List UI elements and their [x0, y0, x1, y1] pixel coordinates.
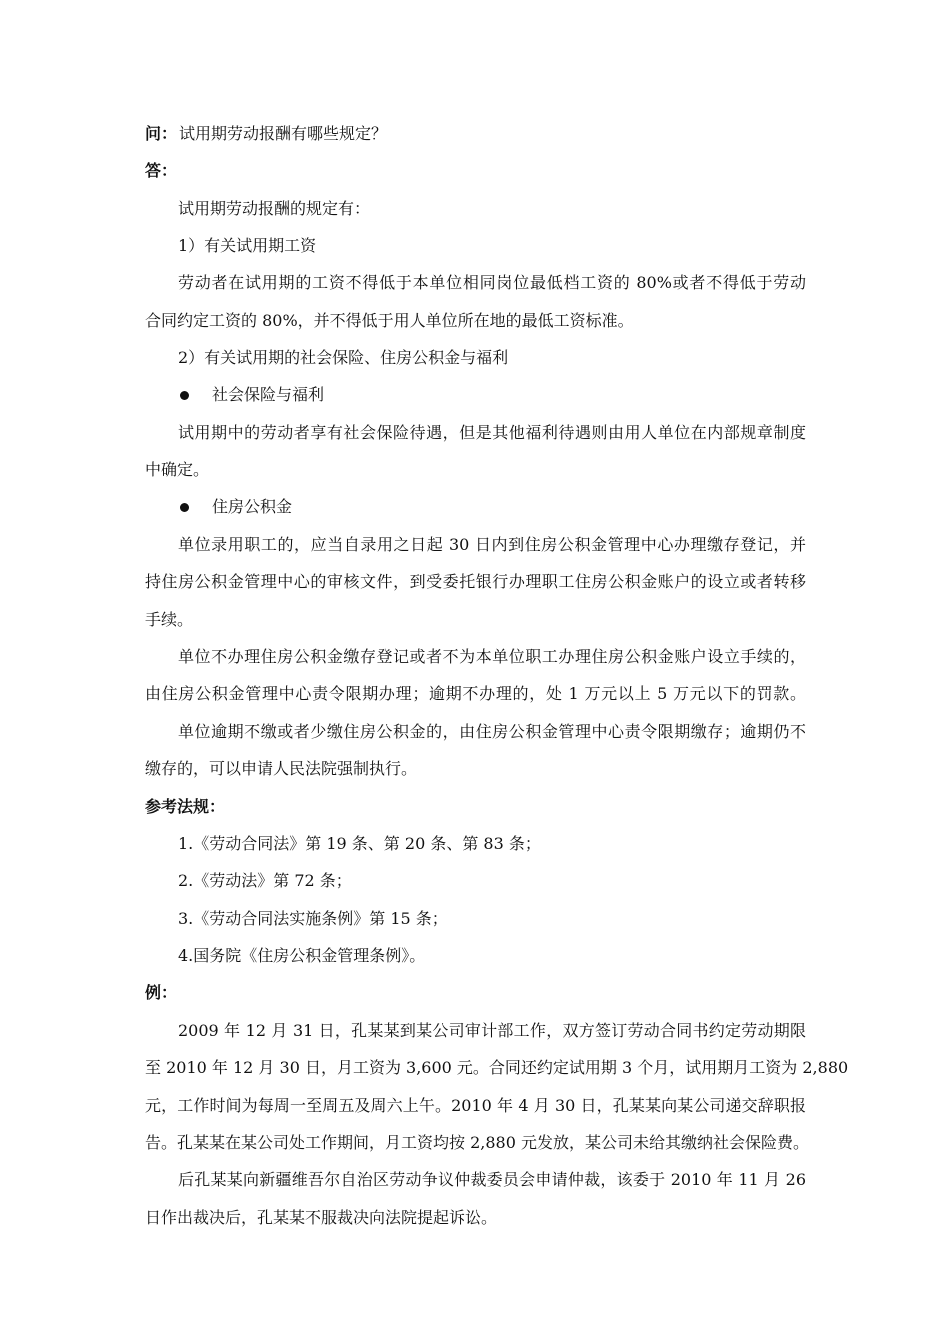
example-label: 例：	[145, 983, 178, 1002]
paragraph-line: 2009 年 12 月 31 日，孔某某到某公司审计部工作，双方签订劳动合同书约定劳动期限	[178, 1021, 806, 1040]
question-text: 试用期劳动报酬有哪些规定？	[179, 124, 388, 143]
section-1-title: 1）有关试用期工资	[178, 236, 317, 255]
reference-item: 2.《劳动法》第 72 条；	[178, 871, 352, 890]
bullet-dot-icon	[180, 391, 189, 400]
paragraph-line: 由住房公积金管理中心责令限期办理；逾期不办理的，处 1 万元以上 5 万元以下的罚款。	[145, 684, 806, 703]
bullet-dot-icon	[180, 503, 189, 512]
paragraph-line: 手续。	[145, 610, 194, 629]
paragraph-line: 元，工作时间为每周一至周五及周六上午。2010 年 4 月 30 日，孔某某向某公司递交辞职报	[145, 1096, 806, 1115]
reference-item: 4.国务院《住房公积金管理条例》。	[178, 946, 426, 965]
paragraph-line: 至 2010 年 12 月 30 日，月工资为 3,600 元。合同还约定试用期 3 个月，试用期月工资为 2,880	[145, 1058, 849, 1077]
paragraph-line: 单位录用职工的，应当自录用之日起 30 日内到住房公积金管理中心办理缴存登记，并	[178, 535, 806, 554]
paragraph-line: 劳动者在试用期的工资不得低于本单位相同岗位最低档工资的 80%或者不得低于劳动	[178, 273, 806, 292]
reference-item: 1.《劳动合同法》第 19 条、第 20 条、第 83 条；	[178, 834, 541, 853]
paragraph-line: 中确定。	[145, 460, 210, 479]
paragraph-line: 后孔某某向新疆维吾尔自治区劳动争议仲裁委员会申请仲裁，该委于 2010 年 11 月 26	[178, 1170, 806, 1189]
bullet-heading: 社会保险与福利	[212, 385, 325, 404]
answer-label: 答：	[145, 161, 178, 180]
paragraph-line: 日作出裁决后，孔某某不服裁决向法院提起诉讼。	[145, 1208, 498, 1227]
section-2-title: 2）有关试用期的社会保险、住房公积金与福利	[178, 348, 509, 367]
paragraph-line: 单位不办理住房公积金缴存登记或者不为本单位职工办理住房公积金账户设立手续的，	[178, 647, 806, 666]
paragraph-line: 单位逾期不缴或者少缴住房公积金的，由住房公积金管理中心责令限期缴存；逾期仍不	[178, 722, 806, 741]
bullet-heading: 住房公积金	[212, 497, 293, 516]
answer-intro: 试用期劳动报酬的规定有：	[178, 199, 371, 218]
references-label: 参考法规：	[145, 797, 226, 816]
reference-item: 3.《劳动合同法实施条例》第 15 条；	[178, 909, 448, 928]
paragraph-line: 持住房公积金管理中心的审核文件，到受委托银行办理职工住房公积金账户的设立或者转移	[145, 572, 806, 591]
question-label: 问：	[145, 124, 178, 143]
paragraph-line: 合同约定工资的 80%，并不得低于用人单位所在地的最低工资标准。	[145, 311, 634, 330]
paragraph-line: 告。孔某某在某公司处工作期间，月工资均按 2,880 元发放，某公司未给其缴纳社会保险费。	[145, 1133, 809, 1152]
paragraph-line: 试用期中的劳动者享有社会保险待遇，但是其他福利待遇则由用人单位在内部规章制度	[178, 423, 806, 442]
paragraph-line: 缴存的，可以申请人民法院强制执行。	[145, 759, 418, 778]
